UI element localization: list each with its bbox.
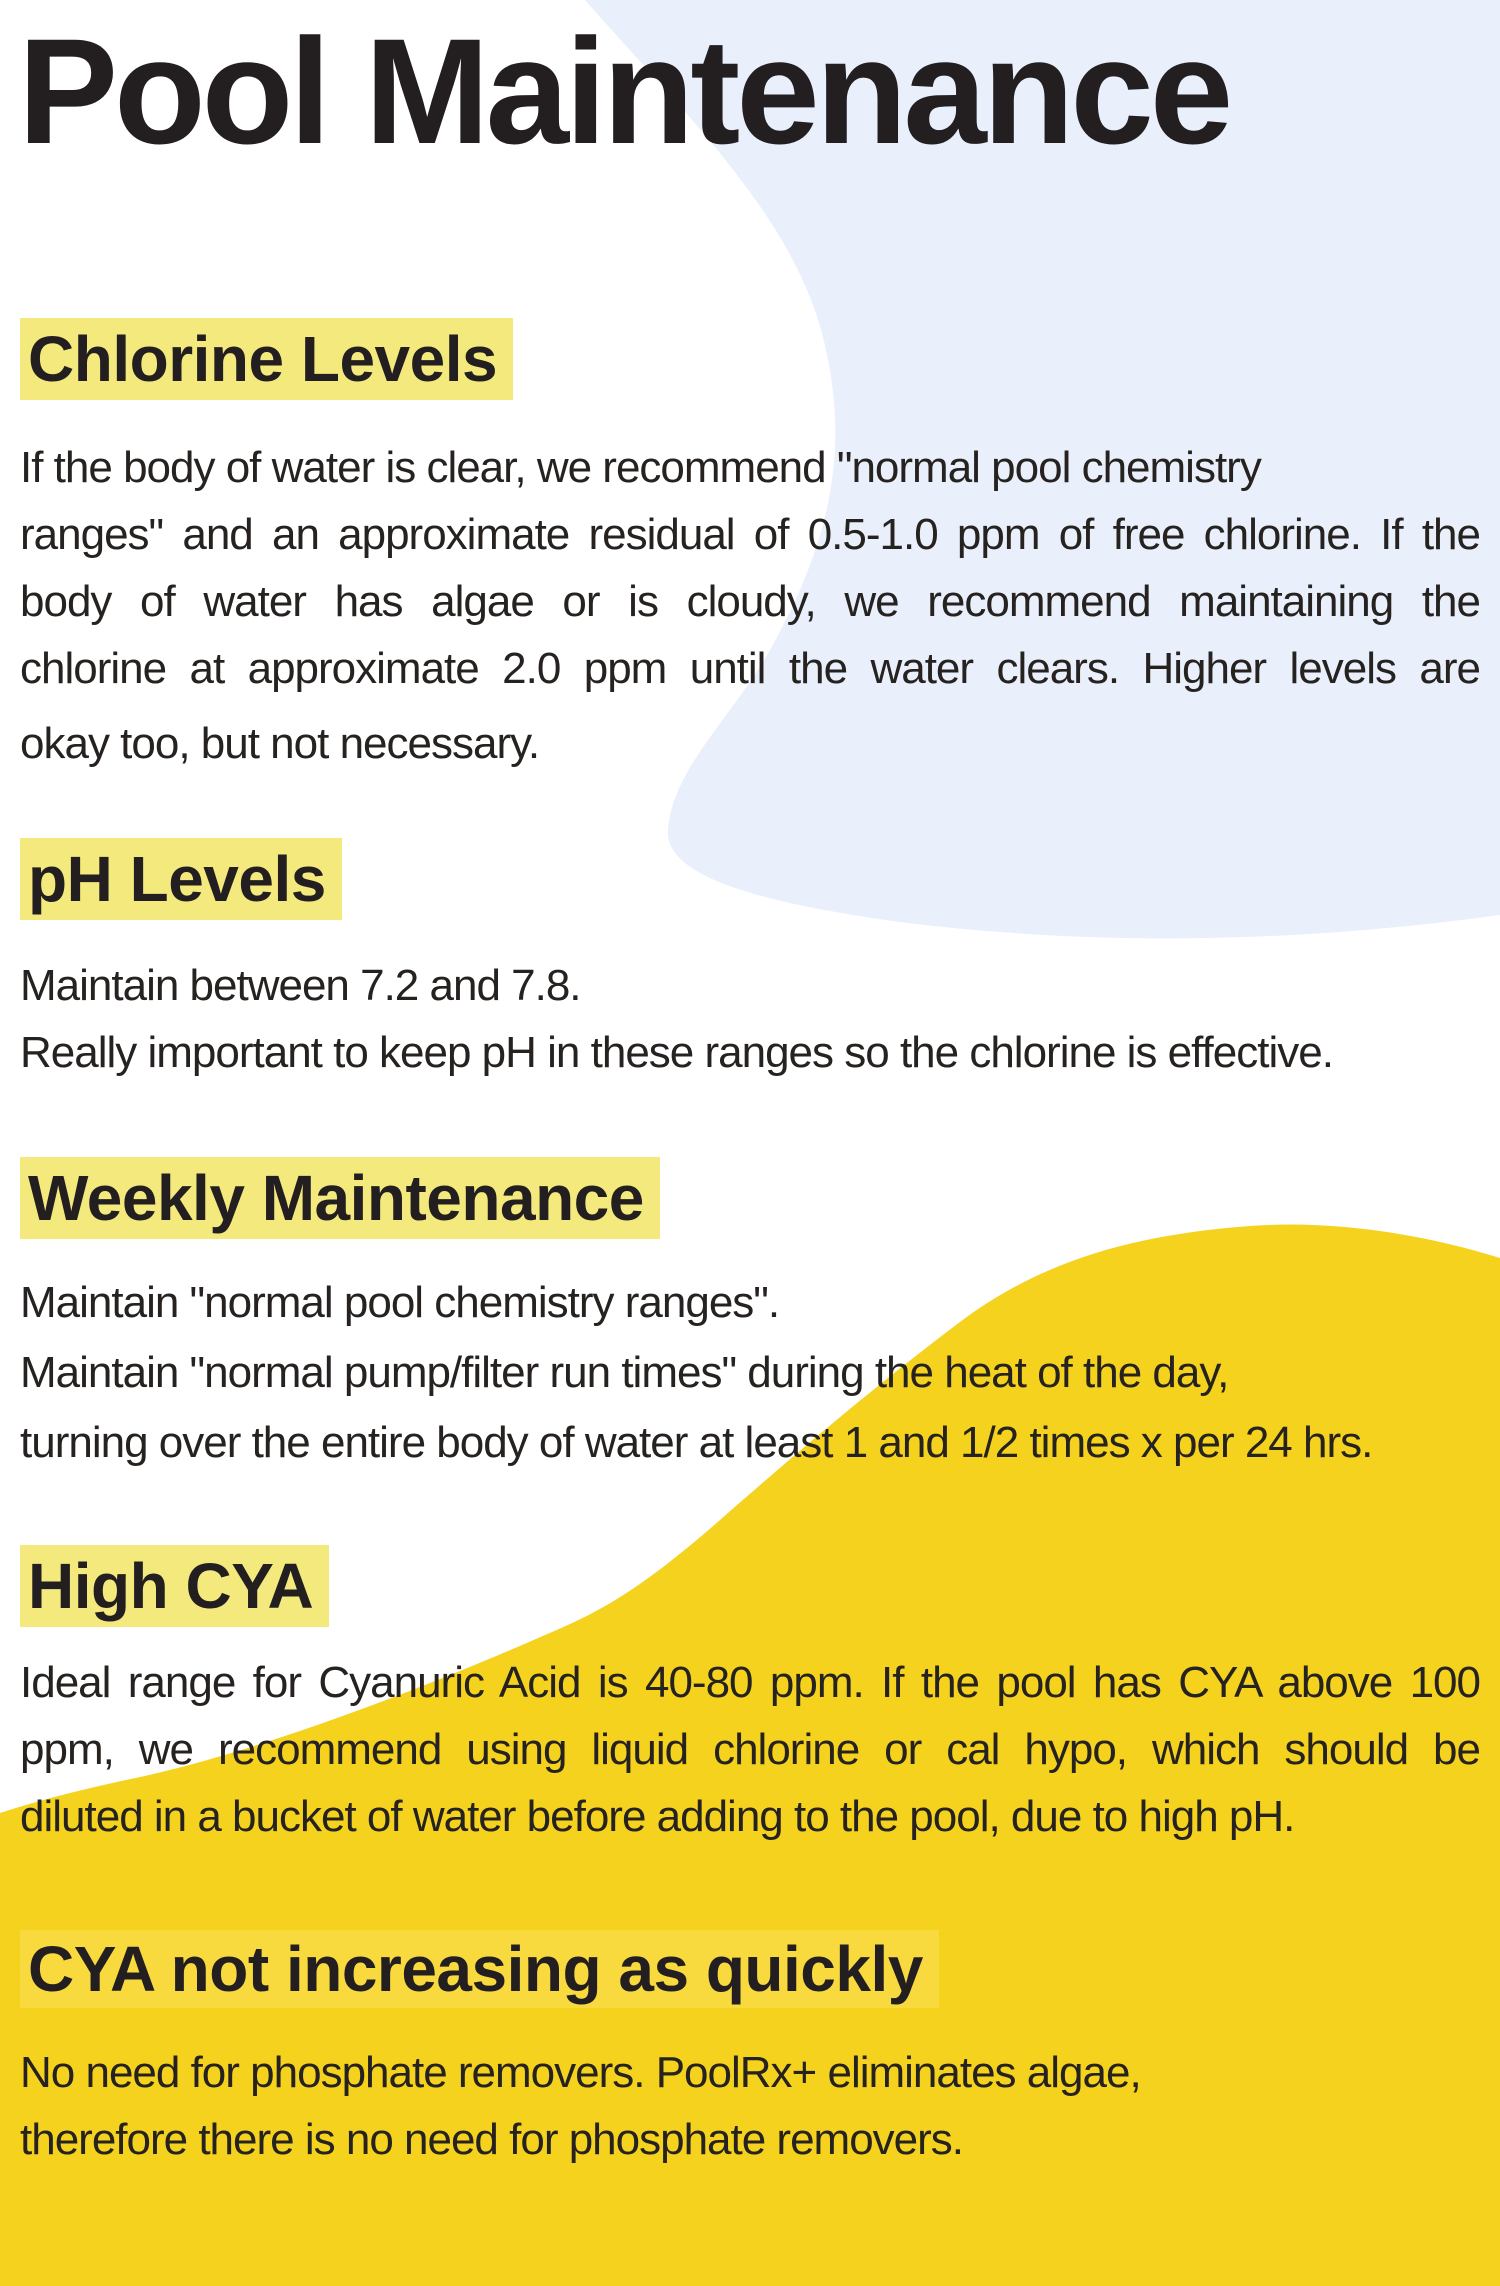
- paragraph-chlorine-levels: [20, 434, 1480, 777]
- paragraph-weekly-maintenance: [20, 1268, 1480, 1478]
- text-line: ppm, we recommend using liquid chlorine or cal hypo, which should be: [20, 1725, 1480, 1774]
- paragraph-cya-not-increasing: [20, 2039, 1480, 2173]
- paragraph-ph-levels: [20, 952, 1480, 1086]
- text-line: ranges" and an approximate residual of 0.5-1.0 ppm of free chlorine. If the: [20, 510, 1480, 559]
- text-line: okay too, but not necessary.: [20, 719, 540, 768]
- paragraph-high-cya: [20, 1649, 1480, 1850]
- text-line: chlorine at approximate 2.0 ppm until the water clears. Higher levels are: [20, 644, 1480, 693]
- heading-high-cya: High CYA: [20, 1545, 329, 1627]
- heading-ph-levels: pH Levels: [20, 838, 342, 920]
- heading-weekly-maintenance: Weekly Maintenance: [20, 1157, 660, 1239]
- text-line: diluted in a bucket of water before adding to the pool, due to high pH.: [20, 1792, 1295, 1841]
- heading-chlorine-levels: Chlorine Levels: [20, 318, 513, 400]
- text-line: No need for phosphate removers. PoolRx+ eliminates algae,: [20, 2048, 1141, 2097]
- text-line: Really important to keep pH in these ranges so the chlorine is effective.: [20, 1028, 1333, 1077]
- text-line: turning over the entire body of water at least 1 and 1/2 times x per 24 hrs.: [20, 1418, 1373, 1467]
- text-line: If the body of water is clear, we recommend "normal pool chemistry: [20, 443, 1261, 492]
- text-line: Maintain "normal pump/filter run times" during the heat of the day,: [20, 1348, 1229, 1397]
- heading-cya-not-increasing: CYA not increasing as quickly: [20, 1930, 939, 2008]
- text-line: Maintain "normal pool chemistry ranges".: [20, 1278, 780, 1327]
- text-line: therefore there is no need for phosphate removers.: [20, 2115, 964, 2164]
- text-line: body of water has algae or is cloudy, we recommend maintaining the: [20, 577, 1480, 626]
- text-line: Maintain between 7.2 and 7.8.: [20, 961, 581, 1010]
- page-title: Pool Maintenance: [18, 7, 1230, 175]
- text-line: Ideal range for Cyanuric Acid is 40-80 ppm. If the pool has CYA above 100: [20, 1658, 1480, 1707]
